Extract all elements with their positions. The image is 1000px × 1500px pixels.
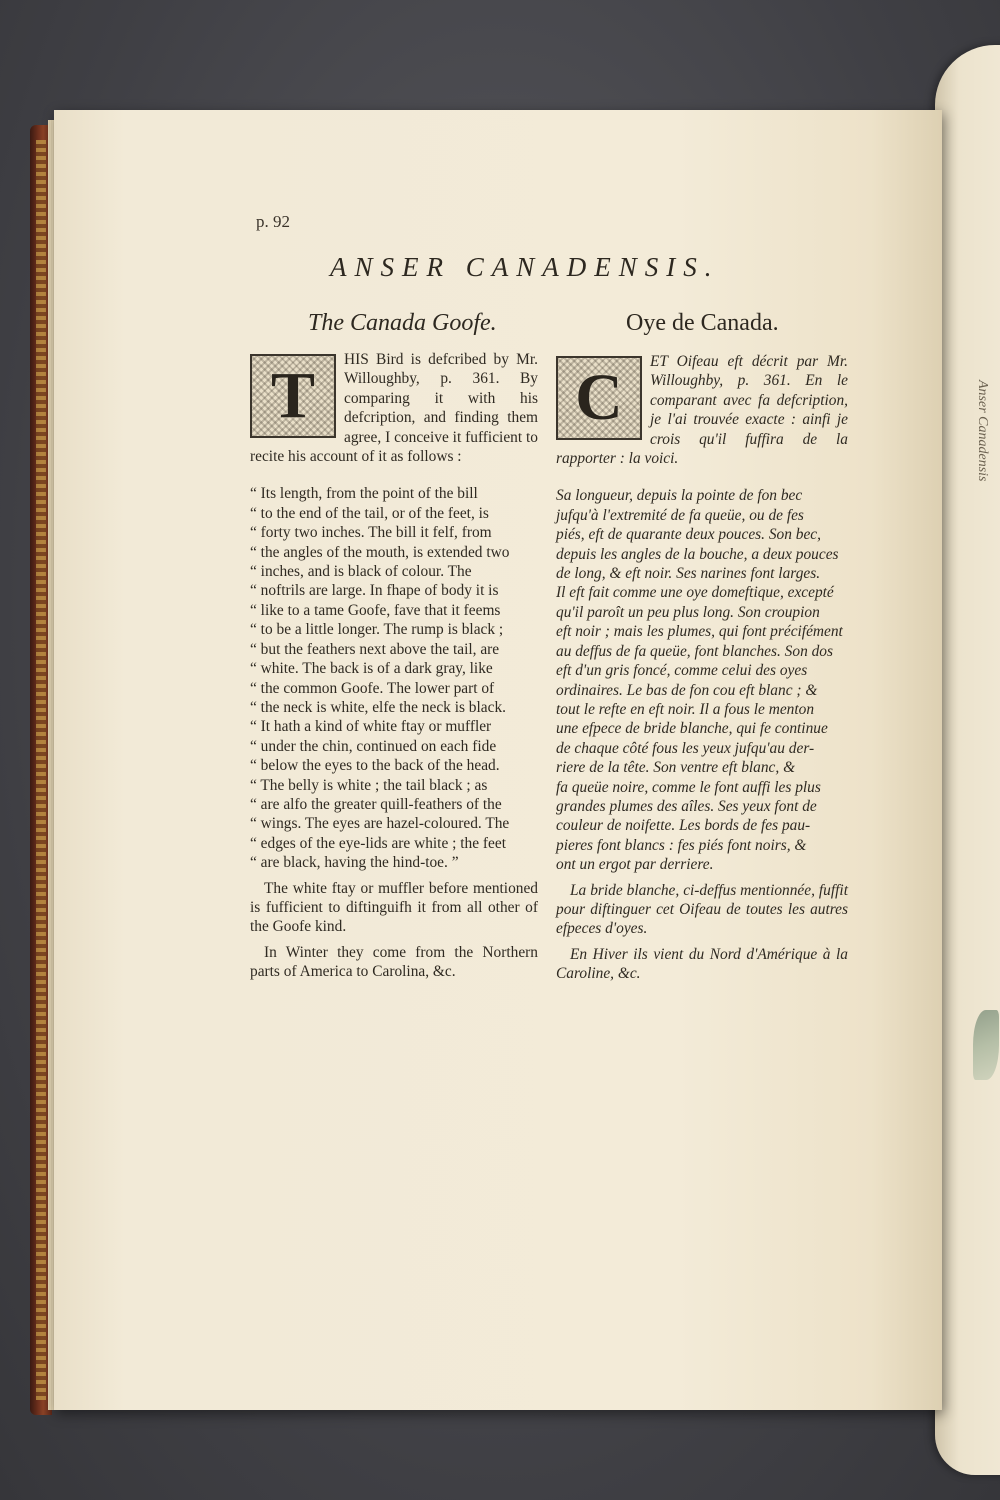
page-title: ANSER CANADENSIS.: [330, 252, 720, 282]
description-line: de long, & eft noir. Ses narines font larges.: [556, 565, 821, 583]
english-heading: The Canada Goofe.: [308, 310, 497, 336]
description-line: piés, eft de quarante deux pouces. Son bec,: [556, 526, 821, 544]
quote-line: “ wings. The eyes are hazel-coloured. The: [250, 815, 510, 833]
quote-line: “ The belly is white ; the tail black ; as: [250, 776, 488, 794]
description-line: tout le refte en eft noir. Il a fous le menton: [556, 700, 815, 718]
description-line: ont un ergot par derriere.: [556, 856, 714, 874]
english-column: [250, 350, 538, 988]
quote-line: “ are black, having the hind-toe. ”: [250, 854, 459, 872]
english-intro-paragraph: HIS Bird is defcribed by Mr. Willoughby, p. 361. By comparing it with his defcription, and finding them agree, I conceive it fufficient to recite his account of it as follows :: [250, 351, 538, 466]
facing-page-illustration-fragment: [973, 1010, 999, 1080]
quote-line: “ noftrils are large. In fhape of body it is: [250, 582, 499, 600]
quote-line: “ below the eyes to the back of the head.: [250, 757, 500, 775]
quote-line: “ Its length, from the point of the bill: [250, 485, 478, 503]
description-line: jufqu'à l'extremité de fa queüe, ou de fes: [556, 506, 804, 524]
french-heading: Oye de Canada.: [626, 310, 779, 336]
description-line: Sa longueur, depuis la pointe de fon bec: [556, 487, 803, 505]
facing-page-edge: [935, 45, 1000, 1475]
description-line: pieres font blancs : fes piés font noirs, &: [556, 836, 807, 854]
description-line: au deffus de fa queüe, font blanches. Son dos: [556, 642, 833, 660]
facing-page-title: Anser Canadensis: [975, 380, 990, 482]
french-intro-paragraph: ET Oifeau eft décrit par Mr. Willoughby, p. 361. En le comparant avec fa defcription, je l'ai trouvée exacte : ainfi je crois qu'il fuffira de la rapporter : la voici.: [556, 353, 848, 468]
description-line: eft noir ; mais les plumes, qui font précifément: [556, 623, 843, 641]
english-paragraph-3: In Winter they come from the Northern parts of America to Carolina, &c.: [250, 943, 538, 981]
quote-line: “ It hath a kind of white ftay or muffler: [250, 718, 492, 736]
quote-line: “ the common Goofe. The lower part of: [250, 679, 495, 697]
ornamental-initial-t: [250, 354, 336, 438]
quote-line: “ the angles of the mouth, is extended two: [250, 543, 510, 561]
drop-cap-letter: C: [575, 361, 623, 435]
quote-line: “ white. The back is of a dark gray, like: [250, 660, 493, 678]
description-line: fa queüe noire, comme le font auffi les plus: [556, 778, 821, 796]
description-line: ordinaires. Le bas de fon cou eft blanc ; &: [556, 681, 818, 699]
quote-line: “ inches, and is black of colour. The: [250, 563, 472, 581]
french-paragraph-3: En Hiver ils vient du Nord d'Amérique à la Caroline, &c.: [556, 945, 848, 983]
drop-cap-letter: T: [270, 359, 316, 433]
quote-line: “ to the end of the tail, or of the feet, is: [250, 504, 489, 522]
description-line: de chaque côté fous les yeux jufqu'au der-: [556, 739, 815, 757]
ornamental-initial-c: [556, 356, 642, 440]
quote-line: “ but the feathers next above the tail, are: [250, 640, 500, 658]
description-line: depuis les angles de la bouche, a deux pouces: [556, 545, 839, 563]
description-line: qu'il paroît un peu plus long. Son croupion: [556, 603, 820, 621]
quote-line: “ like to a tame Goofe, fave that it feems: [250, 601, 501, 619]
description-line: riere de la tête. Son ventre eft blanc, &: [556, 759, 796, 777]
quote-line: “ under the chin, continued on each fide: [250, 737, 497, 755]
french-column: [556, 352, 848, 990]
description-line: Il eft fait comme une oye domeftique, excepté: [556, 584, 834, 602]
description-line: une efpece de bride blanche, qui fe continue: [556, 720, 828, 738]
quote-line: “ to be a little longer. The rump is black ;: [250, 621, 504, 639]
quote-line: “ forty two inches. The bill it felf, from: [250, 524, 492, 542]
quote-line: “ edges of the eye-lids are white ; the feet: [250, 834, 506, 852]
english-paragraph-2: The white ftay or muffler before mentioned is fufficient to diftinguifh it from all other of the Goofe kind.: [250, 879, 538, 936]
gilt-border-decoration: [36, 140, 46, 1400]
quote-line: “ the neck is white, elfe the neck is black.: [250, 698, 506, 716]
page-reference: p. 92: [256, 212, 290, 231]
english-quotation: [250, 484, 538, 872]
description-line: eft d'un gris foncé, comme celui des oyes: [556, 662, 808, 680]
french-description: [556, 486, 848, 874]
description-line: couleur de noifette. Les bords de fes pau-: [556, 817, 811, 835]
quote-line: “ are alfo the greater quill-feathers of the: [250, 795, 502, 813]
french-paragraph-2: La bride blanche, ci-deffus mentionnée, fuffit pour diftinguer cet Oifeau de toutes les autres efpeces d'oyes.: [556, 881, 848, 938]
description-line: grandes plumes des aîles. Ses yeux font de: [556, 797, 817, 815]
